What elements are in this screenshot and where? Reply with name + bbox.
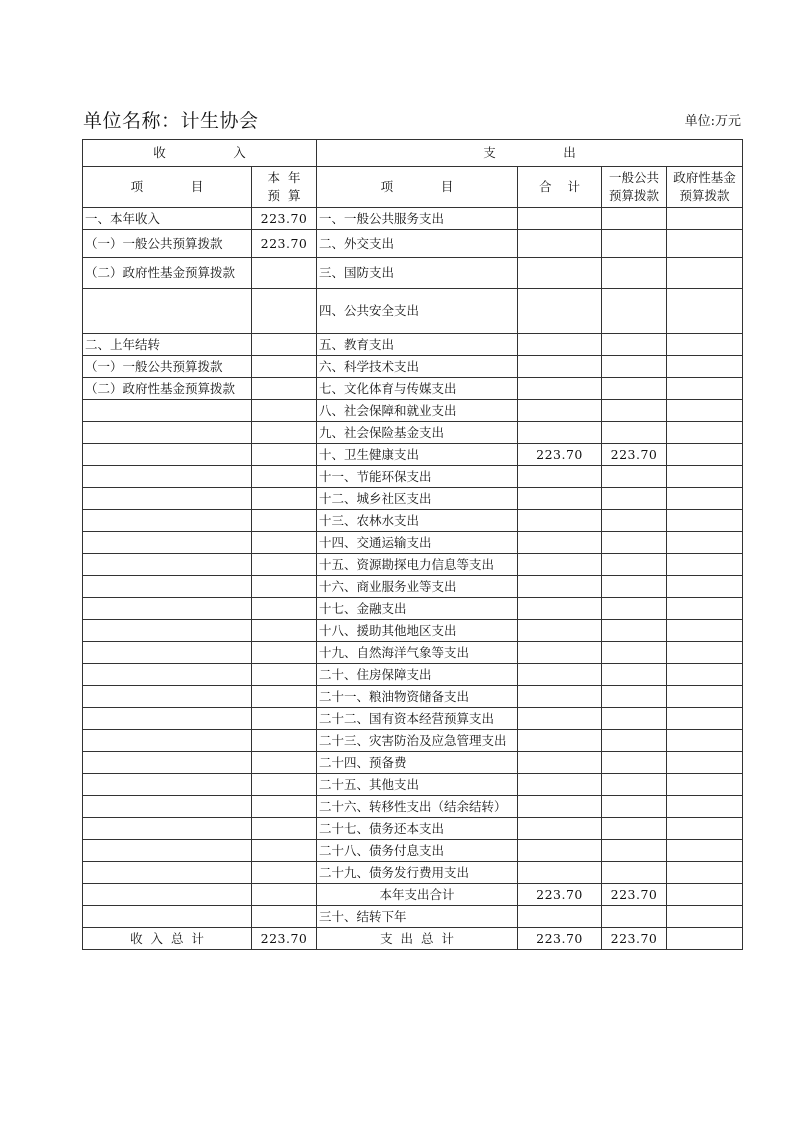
expense-item-cell: 二十四、预备费 [317,752,518,774]
expense-fund-cell [667,642,743,664]
col-header-total: 合 计 [518,167,602,208]
expense-item-cell: 本年支出合计 [317,884,518,906]
expense-fund-cell [667,554,743,576]
expense-item-cell: 三十、结转下年 [317,906,518,928]
expense-grand-total-label: 支 出 总 计 [317,928,518,950]
expense-general-cell [602,620,667,642]
expense-item-cell: 二十二、国有资本经营预算支出 [317,708,518,730]
income-item-cell [83,840,252,862]
expense-general-cell [602,576,667,598]
table-row [83,686,743,708]
table-row [83,334,743,356]
col-header-budget [252,167,317,208]
expense-fund-cell [667,488,743,510]
expense-item-cell: 二十六、转移性支出（结余结转） [317,796,518,818]
expense-item-cell: 二十九、债务发行费用支出 [317,862,518,884]
table-row [83,510,743,532]
expense-total-cell [518,686,602,708]
income-item-cell [83,818,252,840]
table-row [83,884,743,906]
expense-item-cell: 十七、金融支出 [317,598,518,620]
income-budget-cell [252,532,317,554]
expense-general-cell [602,642,667,664]
income-budget-cell [252,906,317,928]
income-grand-total-label: 收 入 总 计 [83,928,252,950]
income-budget-cell [252,510,317,532]
table-row [83,466,743,488]
expense-fund-cell [667,208,743,230]
expense-item-cell: 十、卫生健康支出 [317,444,518,466]
income-item-cell [83,444,252,466]
income-item-cell [83,686,252,708]
income-budget-cell [252,466,317,488]
table-row [83,620,743,642]
col-header-fund-line2: 预算拨款 [679,188,730,203]
income-budget-cell [252,818,317,840]
expense-item-cell: 十四、交通运输支出 [317,532,518,554]
expense-fund-cell [667,230,743,258]
table-row [83,840,743,862]
expense-general-cell [602,400,667,422]
income-budget-cell: 223.70 [252,230,317,258]
table-row [83,576,743,598]
table-row [83,642,743,664]
income-item-cell [83,289,252,334]
income-budget-cell [252,289,317,334]
income-budget-cell [252,576,317,598]
income-item-cell: （一）一般公共预算拨款 [83,230,252,258]
income-item-cell [83,554,252,576]
table-row [83,598,743,620]
expense-general-cell [602,208,667,230]
table-row [83,862,743,884]
expense-fund-cell [667,664,743,686]
expense-total-cell [518,258,602,289]
income-item-cell [83,906,252,928]
expense-fund-cell [667,774,743,796]
income-budget-cell [252,554,317,576]
expense-fund-cell [667,258,743,289]
income-budget-cell [252,444,317,466]
expense-fund-cell [667,598,743,620]
expense-item-cell: 九、社会保险基金支出 [317,422,518,444]
income-budget-cell [252,334,317,356]
table-row [83,488,743,510]
expense-item-cell: 十一、节能环保支出 [317,466,518,488]
expense-general-cell [602,422,667,444]
table-row [83,289,743,334]
expense-fund-cell [667,708,743,730]
expense-total-cell [518,532,602,554]
expense-total-cell [518,334,602,356]
income-budget-cell [252,752,317,774]
table-row [83,818,743,840]
expense-general-cell [602,598,667,620]
expense-general-cell: 223.70 [602,884,667,906]
income-item-cell [83,466,252,488]
expense-item-cell: 十九、自然海洋气象等支出 [317,642,518,664]
income-item-cell: （一）一般公共预算拨款 [83,356,252,378]
expense-fund-cell [667,356,743,378]
expense-general-cell [602,378,667,400]
expense-grand-general-value: 223.70 [602,928,667,950]
expense-total-cell [518,774,602,796]
income-budget-cell [252,378,317,400]
col-header-budget-line1: 本 年 [267,170,301,185]
income-item-cell [83,598,252,620]
expense-fund-cell [667,752,743,774]
expense-total-cell [518,598,602,620]
income-budget-cell [252,422,317,444]
income-item-cell: （二）政府性基金预算拨款 [83,258,252,289]
income-budget-cell [252,774,317,796]
expense-item-cell: 一、一般公共服务支出 [317,208,518,230]
expense-general-cell [602,796,667,818]
income-group-header: 收 入 [83,140,317,167]
expense-fund-cell [667,289,743,334]
income-budget-cell [252,884,317,906]
expense-general-cell: 223.70 [602,444,667,466]
expense-general-cell [602,466,667,488]
income-budget-cell [252,258,317,289]
table-row [83,774,743,796]
grand-total-row [83,928,743,950]
income-budget-cell [252,400,317,422]
expense-item-cell: 八、社会保障和就业支出 [317,400,518,422]
expense-general-cell [602,818,667,840]
expense-fund-cell [667,466,743,488]
expense-general-cell [602,554,667,576]
income-item-cell [83,774,252,796]
income-budget-cell [252,488,317,510]
income-item-cell [83,752,252,774]
expense-item-cell: 二十七、债务还本支出 [317,818,518,840]
expense-item-cell: 五、教育支出 [317,334,518,356]
expense-item-cell: 十八、援助其他地区支出 [317,620,518,642]
col-header-general-line2: 预算拨款 [608,188,659,203]
income-budget-cell [252,620,317,642]
unit-name-title: 单位名称：计生协会 [83,110,259,132]
expense-total-cell [518,289,602,334]
expense-item-cell: 四、公共安全支出 [317,289,518,334]
expense-total-cell [518,356,602,378]
expense-total-cell [518,708,602,730]
expense-fund-cell [667,906,743,928]
expense-item-cell: 二十一、粮油物资储备支出 [317,686,518,708]
income-item-cell [83,532,252,554]
expense-general-cell [602,774,667,796]
col-header-fund-line1: 政府性基金 [673,170,736,185]
expense-total-cell [518,862,602,884]
expense-item-cell: 十三、农林水支出 [317,510,518,532]
income-budget-cell [252,642,317,664]
expense-item-cell: 二十三、灾害防治及应急管理支出 [317,730,518,752]
income-item-cell [83,576,252,598]
expense-fund-cell [667,400,743,422]
income-item-cell [83,730,252,752]
table-row [83,400,743,422]
income-item-cell [83,664,252,686]
table-row [83,554,743,576]
expense-total-cell [518,208,602,230]
expense-total-cell [518,400,602,422]
expense-total-cell [518,576,602,598]
expense-fund-cell [667,730,743,752]
income-item-cell [83,620,252,642]
expense-fund-cell [667,510,743,532]
col-header-general-line1: 一般公共 [608,170,659,185]
expense-general-cell [602,730,667,752]
expense-general-cell [602,258,667,289]
expense-total-cell [518,840,602,862]
expense-general-cell [602,289,667,334]
expense-general-cell [602,488,667,510]
expense-fund-cell [667,796,743,818]
table-row [83,796,743,818]
income-item-cell [83,400,252,422]
income-item-cell [83,510,252,532]
income-item-cell [83,488,252,510]
expense-fund-cell [667,686,743,708]
table-row [83,422,743,444]
table-row [83,258,743,289]
expense-item-cell: 七、文化体育与传媒支出 [317,378,518,400]
expense-total-cell: 223.70 [518,444,602,466]
expense-item-cell: 二、外交支出 [317,230,518,258]
expense-total-cell [518,488,602,510]
expense-total-cell [518,818,602,840]
income-budget-cell [252,598,317,620]
expense-general-cell [602,334,667,356]
expense-item-cell: 六、科学技术支出 [317,356,518,378]
expense-fund-cell [667,862,743,884]
table-row [83,664,743,686]
expense-fund-cell [667,576,743,598]
expense-total-cell [518,620,602,642]
expense-general-cell [602,664,667,686]
income-budget-cell [252,796,317,818]
expense-fund-cell [667,444,743,466]
table-row [83,752,743,774]
expense-total-cell [518,642,602,664]
expense-general-cell [602,752,667,774]
col-header-fund [667,167,743,208]
income-budget-cell [252,664,317,686]
income-item-cell [83,884,252,906]
group-header-row [83,140,743,167]
expense-general-cell [602,356,667,378]
income-item-cell [83,862,252,884]
income-budget-cell [252,356,317,378]
expense-general-cell [602,230,667,258]
expense-general-cell [602,708,667,730]
expense-total-cell [518,554,602,576]
income-budget-cell [252,686,317,708]
expense-item-cell: 二十、住房保障支出 [317,664,518,686]
col-header-general [602,167,667,208]
expense-total-cell [518,796,602,818]
expense-item-cell: 十五、资源勘探电力信息等支出 [317,554,518,576]
expense-total-cell [518,752,602,774]
expense-item-cell: 十六、商业服务业等支出 [317,576,518,598]
expense-item-cell: 十二、城乡社区支出 [317,488,518,510]
expense-item-cell: 二十五、其他支出 [317,774,518,796]
table-row [83,708,743,730]
expense-grand-total-value: 223.70 [518,928,602,950]
expense-general-cell [602,862,667,884]
column-header-row [83,167,743,208]
budget-summary-table [82,139,743,950]
income-grand-total-value: 223.70 [252,928,317,950]
expense-item-cell: 三、国防支出 [317,258,518,289]
table-row [83,730,743,752]
expense-fund-cell [667,378,743,400]
income-item-cell: 二、上年结转 [83,334,252,356]
expense-fund-cell [667,532,743,554]
table-row [83,906,743,928]
expense-fund-cell [667,840,743,862]
col-header-item-left: 项 目 [83,167,252,208]
income-budget-cell [252,840,317,862]
expense-total-cell: 223.70 [518,884,602,906]
table-row [83,208,743,230]
col-header-budget-line2: 预 算 [267,188,301,203]
table-row [83,356,743,378]
income-item-cell [83,708,252,730]
income-item-cell [83,642,252,664]
income-item-cell [83,422,252,444]
expense-total-cell [518,422,602,444]
expense-total-cell [518,378,602,400]
col-header-item-right: 项 目 [317,167,518,208]
income-budget-cell [252,862,317,884]
table-row [83,378,743,400]
expense-total-cell [518,664,602,686]
income-budget-cell [252,730,317,752]
expense-total-cell [518,230,602,258]
expense-general-cell [602,906,667,928]
expense-total-cell [518,510,602,532]
expense-general-cell [602,510,667,532]
table-row [83,230,743,258]
expense-fund-cell [667,620,743,642]
expense-item-cell: 二十八、债务付息支出 [317,840,518,862]
expense-fund-cell [667,884,743,906]
expense-total-cell [518,466,602,488]
expense-group-header: 支 出 [317,140,743,167]
expense-fund-cell [667,334,743,356]
expense-fund-cell [667,422,743,444]
income-budget-cell [252,708,317,730]
expense-general-cell [602,532,667,554]
income-budget-cell: 223.70 [252,208,317,230]
income-item-cell: 一、本年收入 [83,208,252,230]
expense-fund-cell [667,818,743,840]
expense-total-cell [518,730,602,752]
table-row [83,532,743,554]
money-unit-label: 单位:万元 [684,114,741,129]
table-row [83,444,743,466]
expense-general-cell [602,840,667,862]
expense-general-cell [602,686,667,708]
income-item-cell: （二）政府性基金预算拨款 [83,378,252,400]
expense-grand-fund-value [667,928,743,950]
expense-total-cell [518,906,602,928]
income-item-cell [83,796,252,818]
